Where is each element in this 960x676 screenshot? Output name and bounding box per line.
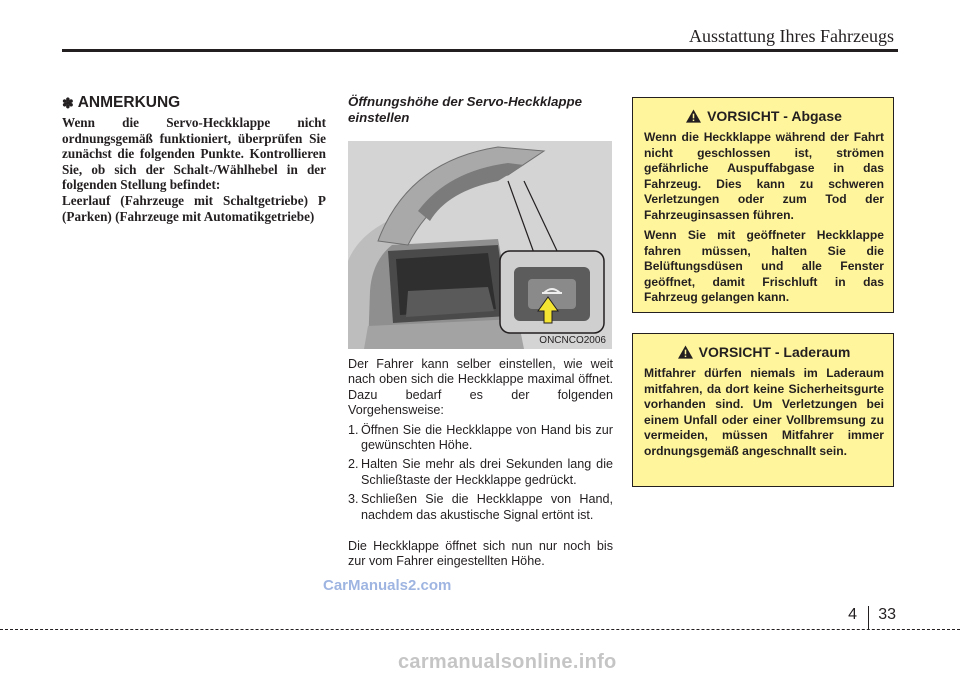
- note-block: [62, 94, 326, 224]
- warning-icon: [678, 345, 693, 359]
- step-text: Halten Sie mehr als drei Sekunden lang die Schließtaste der Heckklappe gedrückt.: [361, 457, 613, 487]
- note-paragraph: Leerlauf (Fahrzeuge mit Schaltgetriebe) P (Parken) (Fahrzeuge mit Automatikgetriebe): [62, 192, 326, 224]
- tailgate-figure: [348, 141, 612, 349]
- step-number: 2.: [348, 457, 359, 472]
- page-header-title: Ausstattung Ihres Fahrzeugs: [689, 26, 894, 46]
- steps-list: [348, 423, 613, 523]
- caution-exhaust: [632, 97, 894, 313]
- caution-cargo: [632, 333, 894, 487]
- header-rule: [62, 49, 898, 52]
- step-number: 3.: [348, 492, 359, 507]
- note-paragraph: Wenn die Servo-Heckklappe nicht ordnungsgemäß funktioniert, überprüfen Sie zunächst die folgenden Punkte. Kontrollieren Sie, ob sich der Schalt-/Wählhebel in der folgenden Stellung befindet:: [62, 115, 326, 193]
- section-intro: Der Fahrer kann selber einstellen, wie weit nach oben sich die Heckklappe maximal öffnet. Dazu bedarf es der folgenden Vorgehensweise:: [348, 357, 613, 418]
- section-heading: Öffnungshöhe der Servo-Heckklappe einstellen: [348, 94, 582, 125]
- warning-icon: [686, 109, 701, 123]
- page-number-divider: [868, 606, 869, 630]
- step-number: 1.: [348, 422, 359, 437]
- tailgate-illustration: [348, 141, 612, 349]
- figure-code: ONCNCO2006: [539, 335, 606, 346]
- caution-title: [644, 108, 884, 124]
- note-heading-label: ANMERKUNG: [77, 94, 181, 111]
- caution-title-label: VORSICHT - Laderaum: [698, 344, 851, 360]
- section-closing: Die Heckklappe öffnet sich nun nur noch bis zur vom Fahrer eingestellten Höhe.: [348, 539, 613, 569]
- caution-paragraph: Wenn Sie mit geöffneter Heckklappe fahren müssen, halten Sie die Belüftungsdüsen und alle Fenster geöffnet, damit Frischluft in das Fahrzeug gelangen kann.: [644, 228, 884, 304]
- list-item: [348, 423, 613, 454]
- step-text: Schließen Sie die Heckklappe von Hand, nachdem das akustische Signal ertönt ist.: [361, 492, 613, 522]
- note-star-icon: ✽: [62, 94, 74, 111]
- chapter-number: 4: [848, 606, 857, 623]
- caution-paragraph: Mitfahrer dürfen niemals im Laderaum mitfahren, da dort keine Sicherheitsgurte vorhanden sind. Um Verletzungen bei einem Unfall oder einer Vollbremsung zu vermeiden, müssen Mitfahrer immer ordnungsgemäß angeschnallt sein.: [644, 366, 884, 458]
- watermark-inline: CarManuals2.com: [323, 577, 452, 594]
- caution-title: [644, 344, 884, 360]
- footer-rule: [0, 629, 960, 630]
- note-heading: [62, 94, 326, 112]
- watermark-bottom: carmanualsonline.info: [398, 651, 617, 673]
- caution-paragraph: Wenn die Heckklappe während der Fahrt nicht geschlossen ist, strömen gefährliche Auspuffabgase in das Fahrzeug. Dies kann zu schweren Verletzungen oder zum Tod der Fahrzeuginsassen führen.: [644, 130, 884, 222]
- note-body: [62, 115, 326, 224]
- adjust-section: [348, 94, 613, 570]
- step-text: Öffnen Sie die Heckklappe von Hand bis zur gewünschten Höhe.: [361, 422, 613, 453]
- page-number: 33: [878, 606, 896, 623]
- list-item: [348, 457, 613, 488]
- list-item: [348, 492, 613, 523]
- caution-title-label: VORSICHT - Abgase: [707, 108, 842, 124]
